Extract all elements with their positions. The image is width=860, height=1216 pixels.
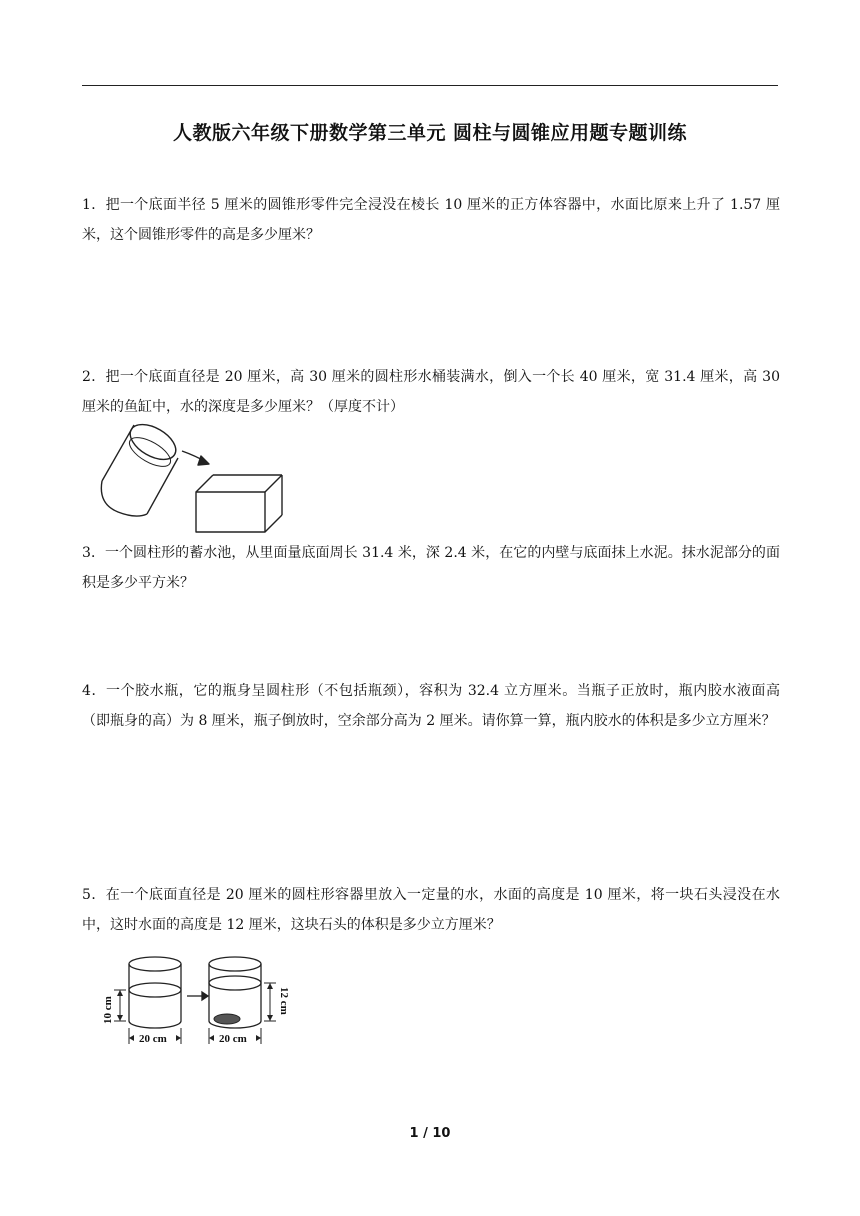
right-height-label: 12 cm	[278, 987, 290, 1015]
stone-in-cylinder-figure	[98, 952, 308, 1052]
left-width-label: 20 cm	[139, 1033, 167, 1045]
bucket-to-tank-figure	[96, 418, 296, 538]
question-number: 4．	[82, 683, 107, 699]
question-4	[82, 676, 780, 736]
right-width-label: 20 cm	[219, 1033, 247, 1045]
page-number: 1 / 10	[409, 1126, 451, 1141]
question-number: 1．	[82, 197, 106, 213]
stone-shape	[214, 1014, 240, 1024]
question-3	[82, 538, 780, 598]
question-text: 一个胶水瓶，它的瓶身呈圆柱形（不包括瓶颈），容积为 32.4 立方厘米。当瓶子正放时，瓶内胶水液面高（即瓶身的高）为 8 厘米，瓶子倒放时，空余部分高为 2 厘米。请你算一算，瓶内胶水的体积是多少立方厘米？	[82, 683, 780, 729]
question-number: 3．	[82, 545, 105, 561]
question-text: 把一个底面半径 5 厘米的圆锥形零件完全浸没在棱长 10 厘米的正方体容器中，水面比原来上升了 1.57 厘米，这个圆锥形零件的高是多少厘米？	[82, 197, 780, 243]
header-rule	[82, 85, 778, 86]
question-2	[82, 362, 780, 422]
question-text: 一个圆柱形的蓄水池，从里面量底面周长 31.4 米，深 2.4 米，在它的内壁与底面抹上水泥。抹水泥部分的面积是多少平方米？	[82, 545, 780, 591]
document-title: 人教版六年级下册数学第三单元 圆柱与圆锥应用题专题训练	[172, 122, 688, 144]
question-1	[82, 190, 780, 250]
question-text: 在一个底面直径是 20 厘米的圆柱形容器里放入一定量的水，水面的高度是 10 厘米，将一块石头浸没在水中，这时水面的高度是 12 厘米，这块石头的体积是多少立方厘米？	[82, 887, 780, 933]
question-5	[82, 880, 780, 940]
question-number: 2．	[82, 369, 106, 385]
question-text: 把一个底面直径是 20 厘米，高 30 厘米的圆柱形水桶装满水，倒入一个长 40 厘米，宽 31.4 厘米，高 30 厘米的鱼缸中，水的深度是多少厘米？（厚度不计）	[82, 369, 780, 415]
left-height-label: 10 cm	[102, 996, 114, 1024]
question-number: 5．	[82, 887, 106, 903]
